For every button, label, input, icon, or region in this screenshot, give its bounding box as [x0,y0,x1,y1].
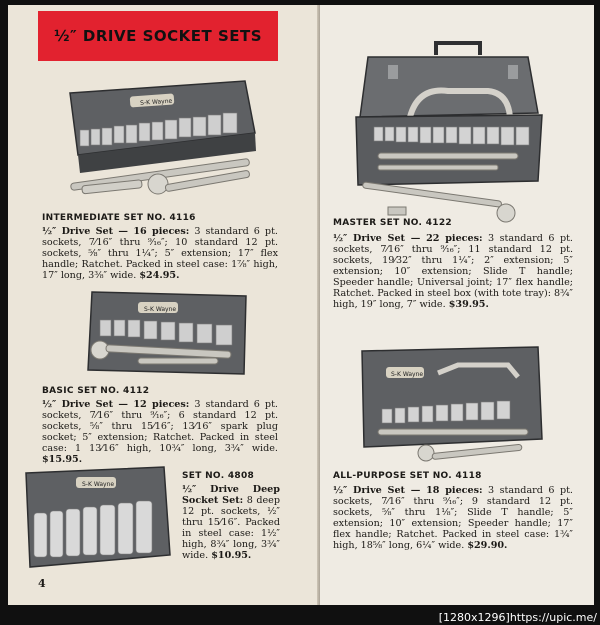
all-purpose-set-title: ALL-PURPOSE SET NO. 4118 [333,471,482,481]
deep-socket-set-title: SET NO. 4808 [182,471,255,481]
case-label: S-K Wayne [144,306,177,313]
case-label: S-K Wayne [139,97,173,107]
all-purpose-set-body: 3 standard 6 pt. sockets, 7⁄16″ thru ⁹⁄₁₆″; 9 standard 12 pt. sockets, ⅝″ thru 1⅛″; Slide T handle; 5″ extension; 10″ extension; Speeder handle; 17″ flex handle; Ratchet. Packed in steel case: 1¾″ high, 18⅝″ long, 6¼″ wide. [333,485,573,551]
left-page [8,5,318,605]
deep-socket-set-photo [22,463,174,573]
all-purpose-set-photo [358,343,548,465]
master-set-title: MASTER SET NO. 4122 [333,218,452,228]
basic-set-description [42,399,278,465]
master-set-photo [348,35,558,230]
intermediate-set-price: $24.95. [139,270,180,281]
deep-socket-set-lead: ½″ Drive Deep Socket Set: [182,484,280,506]
intermediate-set-description [42,226,278,281]
intermediate-set-photo [60,73,265,203]
master-set-description [333,233,573,310]
basic-set-price: $15.95. [42,454,83,465]
deep-socket-set-price: $10.95. [211,550,252,561]
right-page [320,5,594,605]
all-purpose-set-lead: ½″ Drive Set — 18 pieces: [333,485,483,496]
master-set-price: $39.95. [448,299,489,310]
image-host-watermark: [1280x1296]https://upic.me/ [438,611,597,624]
intermediate-set-title: INTERMEDIATE SET NO. 4116 [42,213,196,223]
intermediate-set-lead: ½″ Drive Set — 16 pieces: [42,226,190,237]
intermediate-set-body: 3 standard 6 pt. sockets, 7⁄16″ thru ⁹⁄₁₆″; 10 standard 12 pt. sockets, ⁵⁄₈″ thru 1¼″; 5″ extension; 17″ flex handle; Ratchet. Packed in steel case: 1⅞″ high, 17″ long, 3⅜″ wide. [42,226,278,281]
basic-set-title: BASIC SET NO. 4112 [42,386,150,396]
basic-set-lead: ½″ Drive Set — 12 pieces: [42,399,190,410]
case-label: S-K Wayne [82,481,115,488]
page-number: 4 [38,577,46,590]
basic-set-photo [78,288,253,383]
case-label: S-K Wayne [391,371,424,378]
master-set-body: 3 standard 6 pt. sockets, 7⁄16″ thru ⁹⁄₁₆″; 11 standard 12 pt. sockets, 19⁄32″ thru 1¼″; 2″ extension; 5″ extension; 10″ extension; Slide T handle; Speeder handle; Universal joint; 17″ flex handle; Ratchet. Packed in steel box (with tote tray): 8¾″ high, 19″ long, 7″ wide. [333,233,573,310]
master-set-lead: ½″ Drive Set — 22 pieces: [333,233,483,244]
section-banner: ½″ DRIVE SOCKET SETS [38,11,278,61]
catalog-spread [8,5,594,605]
basic-set-body: 3 standard 6 pt. sockets, 7⁄16″ thru ⁹⁄₁₆″; 6 standard 12 pt. sockets, ⅝″ thru 15⁄16″; 13⁄16″ spark plug socket; 5″ extension; Ratchet. Packed in steel case: 1 13⁄16″ high, 10¾″ long, 3¾″ wide. [42,399,278,454]
deep-socket-set-description [182,484,280,561]
all-purpose-set-price: $29.90. [467,540,508,551]
deep-socket-set-body: 8 deep 12 pt. sockets, ½″ thru 15⁄16″. Packed in steel case: 1½″ high, 8¾″ long, 3¾″ wide. [182,495,280,561]
all-purpose-set-description [333,485,573,551]
